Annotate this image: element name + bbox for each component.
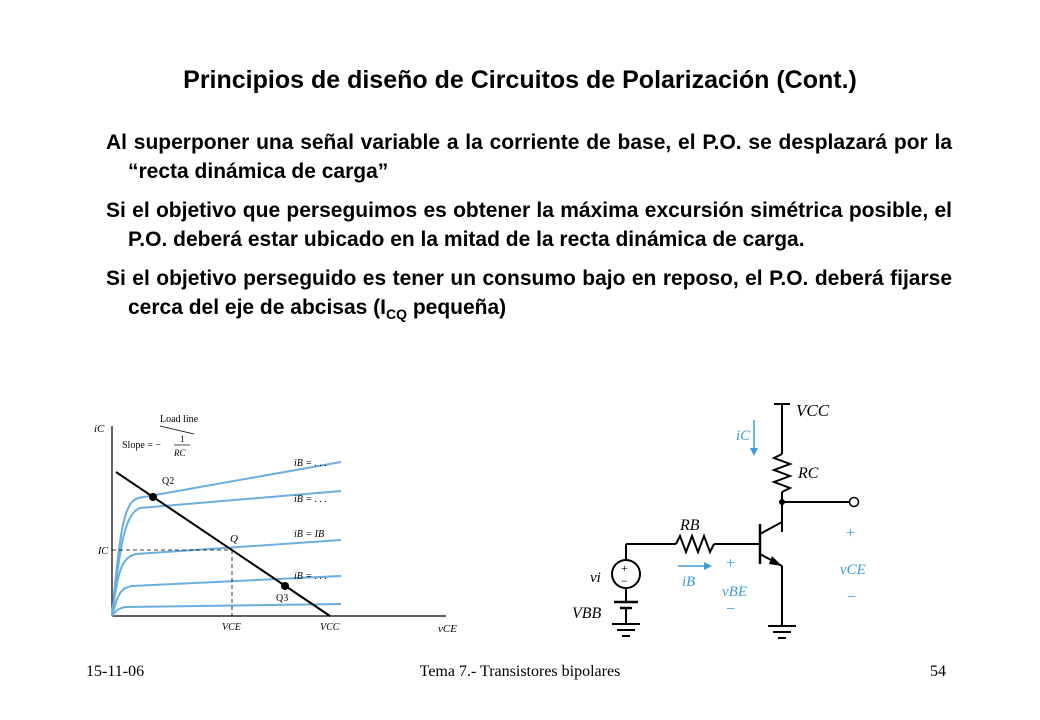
slope-label: Slope = − bbox=[122, 440, 162, 451]
bullet-3-text-end: pequeña) bbox=[407, 296, 507, 319]
bullet-3 bbox=[106, 264, 952, 329]
rc-resistor bbox=[774, 454, 790, 492]
point-q3 bbox=[281, 582, 289, 590]
rc-label: RC bbox=[798, 465, 819, 482]
vce-plus: + bbox=[846, 525, 856, 542]
curve-label-4: iB = . . . bbox=[294, 571, 328, 582]
rb-resistor bbox=[676, 536, 714, 552]
bullet-list bbox=[106, 128, 952, 339]
rb-label: RB bbox=[680, 517, 700, 534]
footer-title: Tema 7.- Transistores bipolares bbox=[419, 663, 621, 680]
point-q2 bbox=[149, 493, 157, 501]
vbe-label: vBE bbox=[722, 584, 747, 600]
slope-denominator: RC bbox=[174, 448, 186, 458]
bullet-3-subscript: CQ bbox=[386, 306, 407, 323]
curve-label-2: iB = . . . bbox=[294, 494, 328, 505]
page-number: 54 bbox=[930, 663, 946, 680]
footer-date: 15-11-06 bbox=[86, 663, 145, 680]
output-terminal[interactable] bbox=[850, 498, 859, 507]
vcc-label: VCC bbox=[796, 401, 830, 420]
ib-curve-4 bbox=[112, 576, 341, 616]
ib-label: iB bbox=[682, 574, 696, 590]
bullet-1: Al superponer una señal variable a la corriente de base, el P.O. se desplazará por la “recta dinámica de carga” bbox=[106, 131, 952, 183]
vi-plus: + bbox=[621, 561, 628, 575]
vce-minus: − bbox=[847, 589, 857, 606]
load-line-pointer bbox=[160, 426, 194, 434]
vcc-tick-label: VCC bbox=[320, 622, 340, 633]
point-q2-label: Q2 bbox=[162, 476, 175, 487]
bullet-2: Si el objetivo que perseguimos es obtener la máxima excursión simétrica posible, el P.O. deberá estar ubicado en la mitad de la recta dinámica de carga. bbox=[106, 199, 952, 251]
vbb-label: VBB bbox=[572, 605, 602, 622]
ib-curve-5 bbox=[112, 604, 341, 616]
ic-tick-label: IC bbox=[98, 546, 108, 557]
ic-arrowhead bbox=[750, 448, 758, 456]
vi-minus: − bbox=[621, 574, 628, 588]
vce-tick-label: VCE bbox=[222, 622, 241, 633]
load-line-label: Load line bbox=[160, 414, 199, 425]
bullet-3-text: Si el objetivo perseguido es tener un consumo bajo en reposo, el P.O. deberá fijarse cerca del eje de abcisas (I bbox=[106, 267, 952, 319]
vbe-minus: − bbox=[726, 601, 736, 618]
ic-label: iC bbox=[736, 428, 751, 444]
collector-lead bbox=[760, 522, 782, 534]
ib-arrowhead bbox=[704, 562, 712, 570]
slope-numerator: 1 bbox=[180, 434, 185, 444]
vce-label: vCE bbox=[840, 562, 866, 578]
emitter-arrow bbox=[769, 556, 782, 566]
y-axis-label: iC bbox=[94, 423, 105, 435]
vbe-plus: + bbox=[726, 555, 736, 572]
point-q-label: Q bbox=[230, 533, 238, 545]
characteristic-curves-graph bbox=[86, 408, 466, 640]
point-q3-label: Q3 bbox=[276, 593, 289, 604]
curve-label-3: iB = IB bbox=[294, 529, 325, 540]
curve-label-1: iB = . . . bbox=[294, 458, 328, 469]
vi-label: vi bbox=[590, 570, 601, 586]
slide-title: Principios de diseño de Circuitos de Polarización (Cont.) bbox=[183, 66, 857, 94]
x-axis-label: vCE bbox=[438, 623, 457, 635]
bias-circuit bbox=[560, 396, 900, 646]
